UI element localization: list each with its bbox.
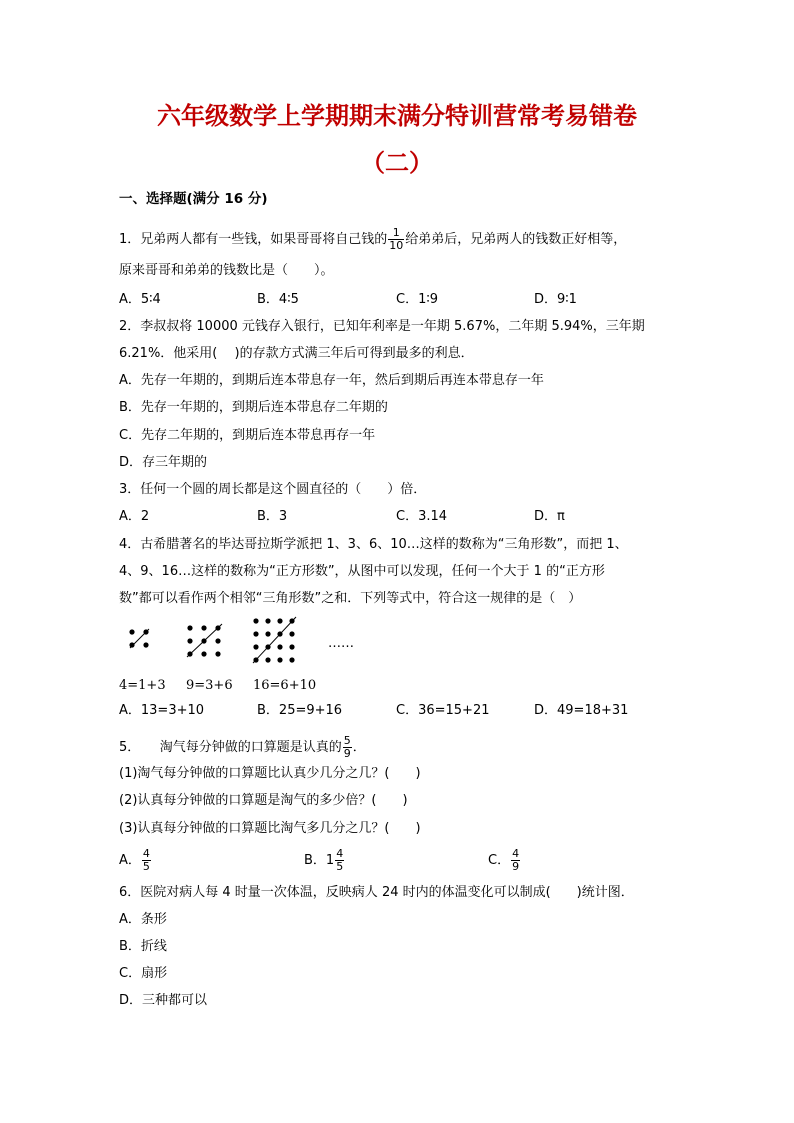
figure-caption-4: 4=1+3 <box>119 678 166 693</box>
page-subtitle: （二） <box>361 148 433 177</box>
fraction-denominator: 9 <box>512 860 520 873</box>
fraction-numerator: 4 <box>512 847 520 860</box>
question-5-text-before: 5． 淘气每分钟做的口算题是认真的 <box>119 740 342 755</box>
question-1-text-before: 1．兄弟两人都有一些钱，如果哥哥将自己钱的 <box>119 232 388 247</box>
question-2-option-c: C．先存二年期的，到期后连本带息再存一年 <box>119 428 376 443</box>
mixed-number-integer: 1 <box>325 852 335 868</box>
question-4-option-b: B．25=9+16 <box>257 703 343 718</box>
square-number-dot-figure <box>119 612 359 672</box>
question-5-sub-3: (3)认真每分钟做的口算题比淘气多几分之几？( ) <box>119 821 421 836</box>
question-3-line-1: 3．任何一个圆的周长都是这个圆直径的（ ）倍． <box>119 482 427 497</box>
fraction-numerator: 1 <box>388 227 404 240</box>
option-label: C． <box>488 853 511 868</box>
dot-figure-4 <box>129 629 149 648</box>
question-4-option-a: A．13=3+10 <box>119 703 205 718</box>
question-1-option-d: D．9∶1 <box>534 292 577 307</box>
question-5-option-b <box>304 848 345 873</box>
question-1-option-a: A．5∶4 <box>119 292 161 307</box>
question-6-option-d: D．三种都可以 <box>119 993 208 1008</box>
fraction-numerator: 5 <box>343 734 351 747</box>
question-2-option-a: A．先存一年期的，到期后连本带息存一年，然后到期后再连本带息存一年 <box>119 373 544 388</box>
question-3-option-d: D．π <box>534 509 565 524</box>
question-2-line-2: 6.21%．他采用( )的存款方式满三年后可得到最多的利息． <box>119 346 474 361</box>
dot-figure-9 <box>187 624 222 657</box>
question-5-fraction <box>343 735 352 760</box>
question-5-text-after: ． <box>352 740 366 755</box>
option-label: B． <box>304 853 326 868</box>
question-2-option-b: B．先存一年期的，到期后连本带息存二年期的 <box>119 400 388 415</box>
figure-caption-16: 16=6+10 <box>253 678 317 693</box>
section-heading: 一、选择题(满分 16 分) <box>119 191 268 207</box>
fraction-denominator: 5 <box>142 860 150 873</box>
question-1-option-c: C．1∶9 <box>396 292 439 307</box>
question-6-option-c: C．扇形 <box>119 966 168 981</box>
fraction-denominator: 5 <box>336 860 344 873</box>
fraction-numerator: 4 <box>336 847 344 860</box>
page-title: 六年级数学上学期期末满分特训营常考易错卷 <box>157 101 637 130</box>
option-label: A． <box>119 853 141 868</box>
fraction-numerator: 4 <box>142 847 150 860</box>
question-1-fraction <box>388 227 404 252</box>
question-5-option-c <box>488 848 521 873</box>
figure-ellipsis: …… <box>328 636 354 651</box>
question-5-line-1 <box>119 735 366 760</box>
question-6-line-1: 6．医院对病人每 4 时量一次体温，反映病人 24 时内的体温变化可以制成( )统计图． <box>119 885 634 900</box>
question-5-sub-2: (2)认真每分钟做的口算题是淘气的多少倍？( ) <box>119 793 408 808</box>
option-fraction <box>335 848 344 873</box>
question-3-option-a: A．2 <box>119 509 150 524</box>
question-1-line-2: 原来哥哥和弟弟的钱数比是（ ）。 <box>119 263 334 278</box>
question-4-line-3: 数”都可以看作两个相邻“三角形数”之和．下列等式中，符合这一规律的是（ ） <box>119 591 582 606</box>
dot-figure-16 <box>253 617 296 663</box>
option-fraction <box>142 848 151 873</box>
question-4-option-d: D．49=18+31 <box>534 703 629 718</box>
question-6-option-a: A．条形 <box>119 912 167 927</box>
question-1-line-1 <box>119 227 626 252</box>
question-4-option-c: C．36=15+21 <box>396 703 490 718</box>
question-2-line-1: 2．李叔叔将 10000 元钱存入银行，已知年利率是一年期 5.67%，二年期 5.94%，三年期 <box>119 319 645 334</box>
question-1-text-after: 给弟弟后，兄弟两人的钱数正好相等， <box>405 232 627 247</box>
option-fraction <box>511 848 520 873</box>
question-4-line-2: 4、9、16…这样的数称为“正方形数”，从图中可以发现，任何一个大于 1 的“正方形 <box>119 564 605 579</box>
question-3-option-b: B．3 <box>257 509 288 524</box>
figure-caption-9: 9=3+6 <box>186 678 233 693</box>
question-4-line-1: 4．古希腊著名的毕达哥拉斯学派把 1、3、6、10…这样的数称为“三角形数”，而把 1、 <box>119 537 628 552</box>
question-2-option-d: D．存三年期的 <box>119 455 208 470</box>
question-6-option-b: B．折线 <box>119 939 167 954</box>
fraction-denominator: 9 <box>343 747 351 760</box>
question-5-option-a <box>119 848 152 873</box>
fraction-denominator: 10 <box>389 239 404 252</box>
question-5-sub-1: (1)淘气每分钟做的口算题比认真少几分之几？( ) <box>119 766 421 781</box>
question-3-option-c: C．3.14 <box>396 509 448 524</box>
question-1-option-b: B．4∶5 <box>257 292 299 307</box>
